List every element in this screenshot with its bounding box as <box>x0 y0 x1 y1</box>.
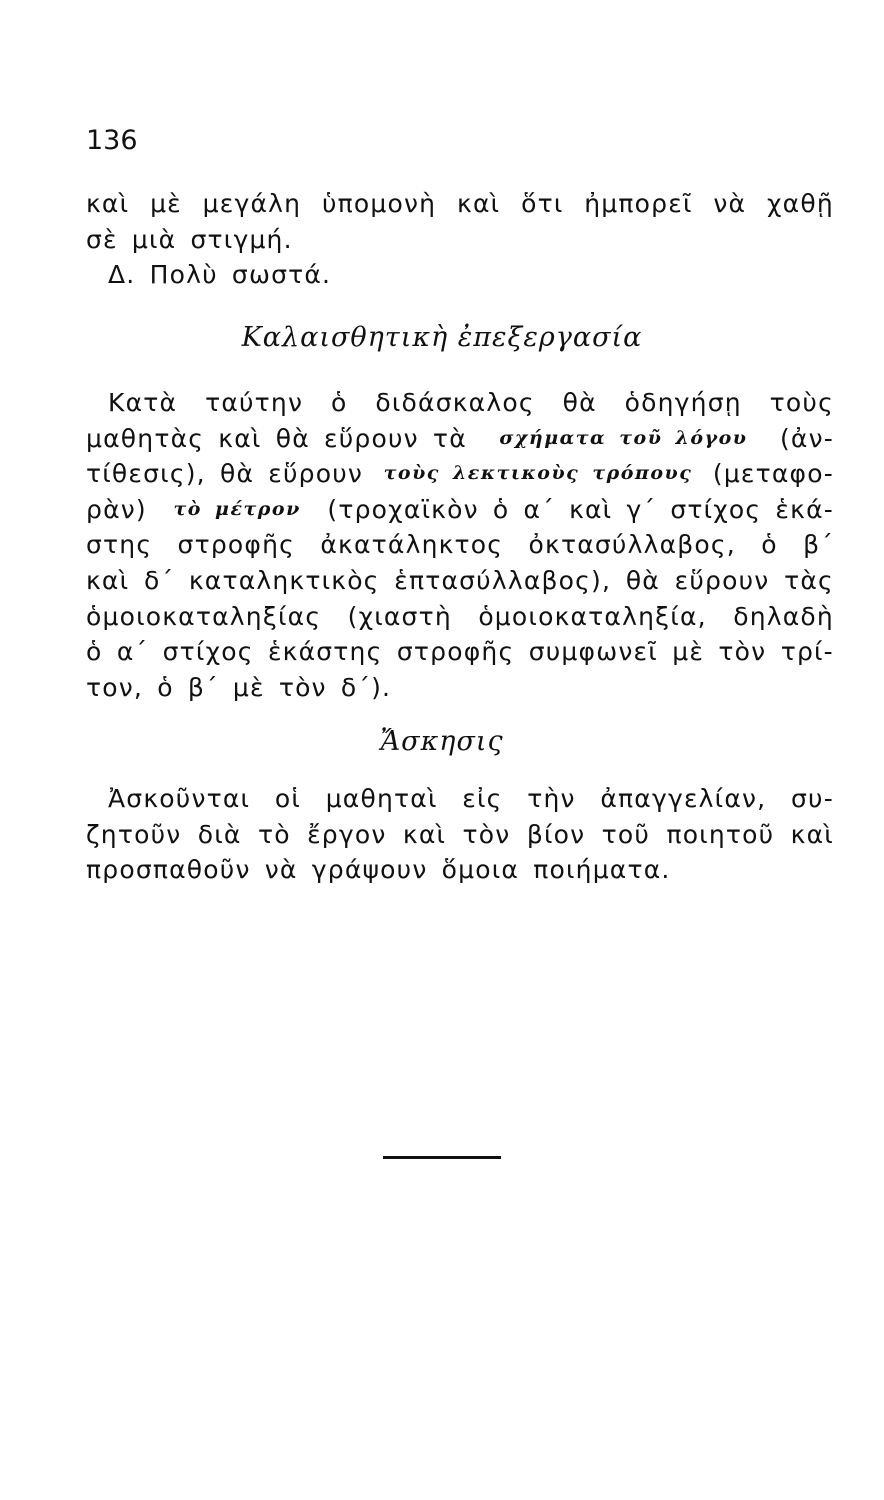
text-line <box>86 599 834 635</box>
word: ὁ <box>331 388 348 417</box>
word: στίχος <box>162 637 254 667</box>
word: εἰς <box>462 784 503 813</box>
text-segment: μαθητὰς καὶ θὰ εὕρουν τὰ <box>86 423 467 453</box>
end-rule-divider <box>383 1156 501 1159</box>
word: Κατὰ <box>108 388 178 417</box>
word: ἑπτασύλλαβος), <box>394 565 612 595</box>
word: μεγάλη <box>202 189 302 218</box>
word: ὁ <box>761 530 778 560</box>
text-line <box>86 385 834 421</box>
word: ὅτι <box>521 189 564 218</box>
word: ὁμοιοκαταληξίας <box>86 601 322 631</box>
section-heading: Ἄσκησις <box>380 726 504 757</box>
word: ὁμοιοκαταληξία, <box>478 601 707 631</box>
word: ὁ <box>86 637 103 667</box>
word: τὴν <box>527 784 576 813</box>
text-segment: τίθεσις), θὰ εὕρουν <box>86 459 364 489</box>
word: ζητοῦν <box>86 819 182 849</box>
word: ὀκτασύλλαβος, <box>528 530 736 560</box>
word: στροφῆς <box>396 637 515 667</box>
word: χαθῇ <box>767 189 834 218</box>
paragraph-exercise <box>86 781 834 888</box>
text-line <box>86 421 834 457</box>
word: εὕρουν <box>674 565 770 595</box>
word: τὰς <box>784 565 834 595</box>
word: θὰ <box>625 565 660 595</box>
word: καὶ <box>402 819 447 849</box>
text-line <box>86 186 834 222</box>
word: τοὺς <box>769 388 834 417</box>
word: μαθηταὶ <box>325 784 438 813</box>
text-line: προσπαθοῦν νὰ γράψουν ὅμοια ποιήματα. <box>86 855 671 885</box>
emphasized-term: τοὺς λεκτικοὺς τρόπους <box>383 462 693 485</box>
section-heading: Καλαισθητικὴ ἐπεξεργασία <box>241 322 643 353</box>
word: τὸν <box>718 637 767 667</box>
word: ἑκάστης <box>267 637 383 667</box>
word: ὑπομονὴ <box>322 189 437 218</box>
word: συ- <box>791 784 834 813</box>
word: δηλαδὴ <box>733 601 834 631</box>
word: τρί- <box>780 637 834 667</box>
word: στροφῆς <box>177 530 296 560</box>
word: ἔργον <box>307 819 387 849</box>
word: (χιαστὴ <box>347 601 452 631</box>
word: μὲ <box>150 189 182 218</box>
text-line <box>86 492 834 528</box>
emphasized-term: σχήματα τοῦ λόγου <box>499 426 748 449</box>
text-line <box>86 634 834 670</box>
word: τὸν <box>462 819 511 849</box>
word: θὰ <box>562 388 597 417</box>
text-line <box>86 456 834 492</box>
text-line <box>86 563 834 599</box>
text-line <box>86 527 834 563</box>
paragraph-aesthetic-processing <box>86 385 834 705</box>
word: διὰ <box>197 819 242 849</box>
word: α΄ <box>116 637 149 667</box>
word: καταληκτικὸς <box>188 565 380 595</box>
text-segment: (τροχαϊκὸν ὁ α΄ καὶ γ΄ στίχος ἑκά- <box>327 494 834 524</box>
emphasized-term: τὸ μέτρον <box>173 497 301 520</box>
word: στης <box>86 530 153 560</box>
page-number: 136 <box>86 125 138 156</box>
word: συμφωνεῖ <box>528 637 658 667</box>
text-segment: (ἀν- <box>779 423 834 453</box>
text-segment: ρὰν) <box>86 494 147 524</box>
word: καὶ <box>790 819 834 849</box>
word: ποιητοῦ <box>666 819 775 849</box>
text-line <box>86 781 834 817</box>
word: β΄ <box>803 530 834 560</box>
word: βίον <box>526 819 586 849</box>
word: Ἀσκοῦνται <box>108 784 251 813</box>
word: καὶ <box>86 565 130 595</box>
word: καὶ <box>86 189 130 218</box>
word: διδάσκαλος <box>375 388 535 417</box>
word: οἱ <box>274 784 302 813</box>
word: καὶ <box>457 189 501 218</box>
word: ταύτην <box>205 388 304 417</box>
word: δ΄ <box>143 565 175 595</box>
paragraph-continuation <box>86 186 834 293</box>
word: ἠμπορεῖ <box>584 189 693 218</box>
text-line: Δ. Πολὺ σωστά. <box>108 260 332 290</box>
text-line: σὲ μιὰ στιγμή. <box>86 224 293 254</box>
word: νὰ <box>713 189 747 218</box>
word: ἀπαγγελίαν, <box>600 784 767 813</box>
word: ὁδηγήσῃ <box>624 388 742 417</box>
text-line <box>86 817 834 853</box>
word: τὸ <box>257 819 291 849</box>
word: τοῦ <box>601 819 651 849</box>
text-line: τον, ὁ β΄ μὲ τὸν δ΄). <box>86 672 392 702</box>
word: ἀκατάληκτος <box>320 530 504 560</box>
text-segment: (μεταφο- <box>712 459 834 489</box>
word: μὲ <box>672 637 705 667</box>
